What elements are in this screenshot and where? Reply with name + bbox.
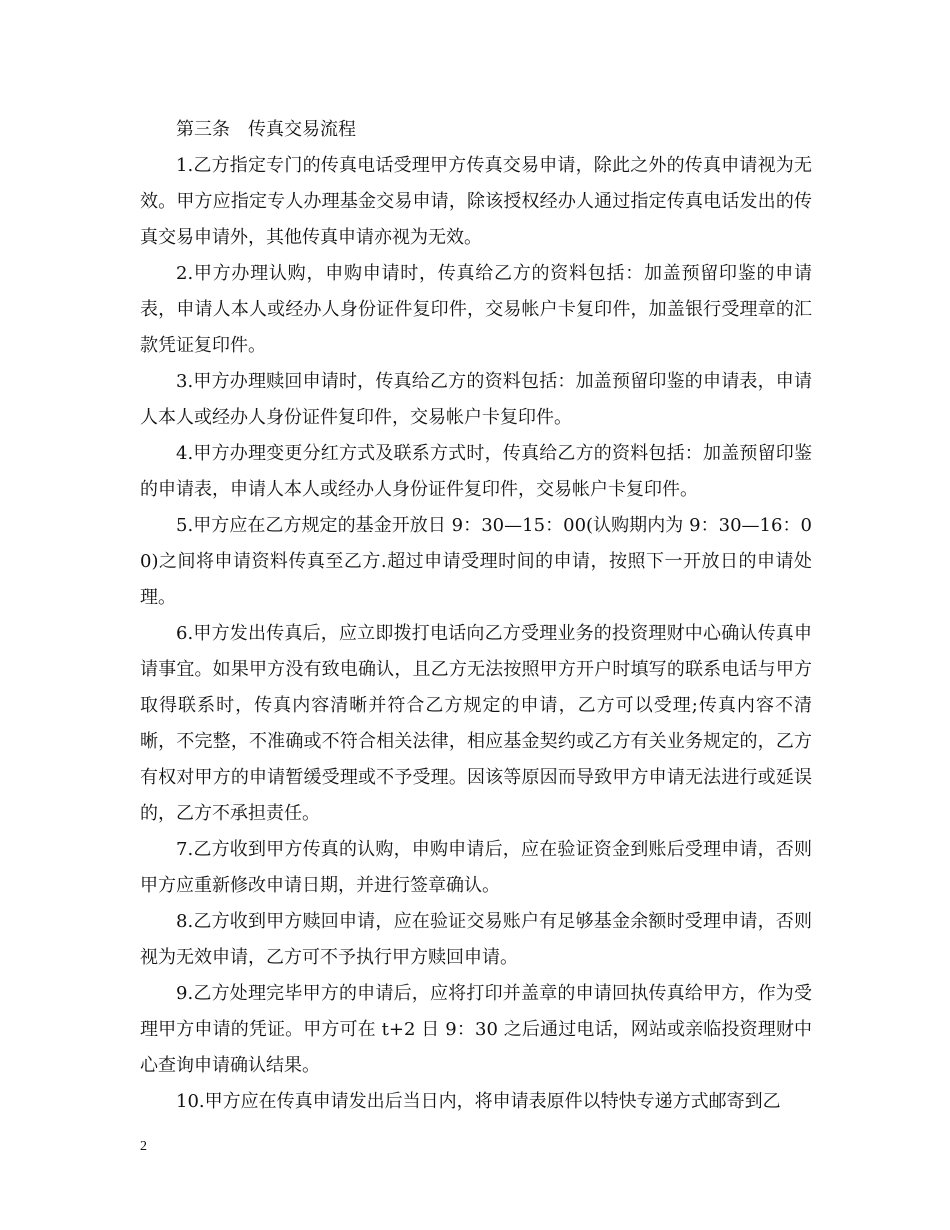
paragraph-8: 8.乙方收到甲方赎回申请，应在验证交易账户有足够基金余额时受理申请，否则视为无效申请，乙方可不予执行甲方赎回申请。 [140,911,812,968]
document-body [140,112,812,1120]
paragraph-3: 3.甲方办理赎回申请时，传真给乙方的资料包括：加盖预留印鉴的申请表，申请人本人或经办人身份证件复印件，交易帐户卡复印件。 [140,371,812,428]
paragraph-10: 10.甲方应在传真申请发出后当日内，将申请表原件以特快专递方式邮寄到乙 [176,1091,781,1112]
paragraph-1: 1.乙方指定专门的传真电话受理甲方传真交易申请，除此之外的传真申请视为无效。甲方应指定专人办理基金交易申请，除该授权经办人通过指定传真电话发出的传真交易申请外，其他传真申请亦视为无效。 [140,155,812,248]
section-heading: 第三条 传真交易流程 [176,119,356,140]
paragraph-5: 5.甲方应在乙方规定的基金开放日 9：30—15：00(认购期内为 9：30—16：00)之间将申请资料传真至乙方.超过申请受理时间的申请，按照下一开放日的申请处理。 [140,515,812,608]
paragraph-4: 4.甲方办理变更分红方式及联系方式时，传真给乙方的资料包括：加盖预留印鉴的申请表，申请人本人或经办人身份证件复印件，交易帐户卡复印件。 [140,443,812,500]
paragraph-7: 7.乙方收到甲方传真的认购，申购申请后，应在验证资金到账后受理申请，否则甲方应重新修改申请日期，并进行签章确认。 [140,839,812,896]
paragraph-6: 6.甲方发出传真后，应立即拨打电话向乙方受理业务的投资理财中心确认传真申请事宜。如果甲方没有致电确认，且乙方无法按照甲方开户时填写的联系电话与甲方取得联系时，传真内容清晰并符合乙方规定的申请，乙方可以受理;传真内容不清晰，不完整，不准确或不符合相关法律，相应基金契约或乙方有关业务规定的，乙方有权对甲方的申请暂缓受理或不予受理。因该等原因而导致甲方申请无法进行或延误的，乙方不承担责任。 [140,623,812,824]
paragraph-2: 2.甲方办理认购，申购申请时，传真给乙方的资料包括：加盖预留印鉴的申请表，申请人本人或经办人身份证件复印件，交易帐户卡复印件，加盖银行受理章的汇款凭证复印件。 [140,263,812,356]
paragraph-9: 9.乙方处理完毕甲方的申请后，应将打印并盖章的申请回执传真给甲方，作为受理甲方申请的凭证。甲方可在 t+2 日 9：30 之后通过电话，网站或亲临投资理财中心查询申请确认结果。 [140,983,812,1076]
page-number: 2 [140,1139,147,1154]
